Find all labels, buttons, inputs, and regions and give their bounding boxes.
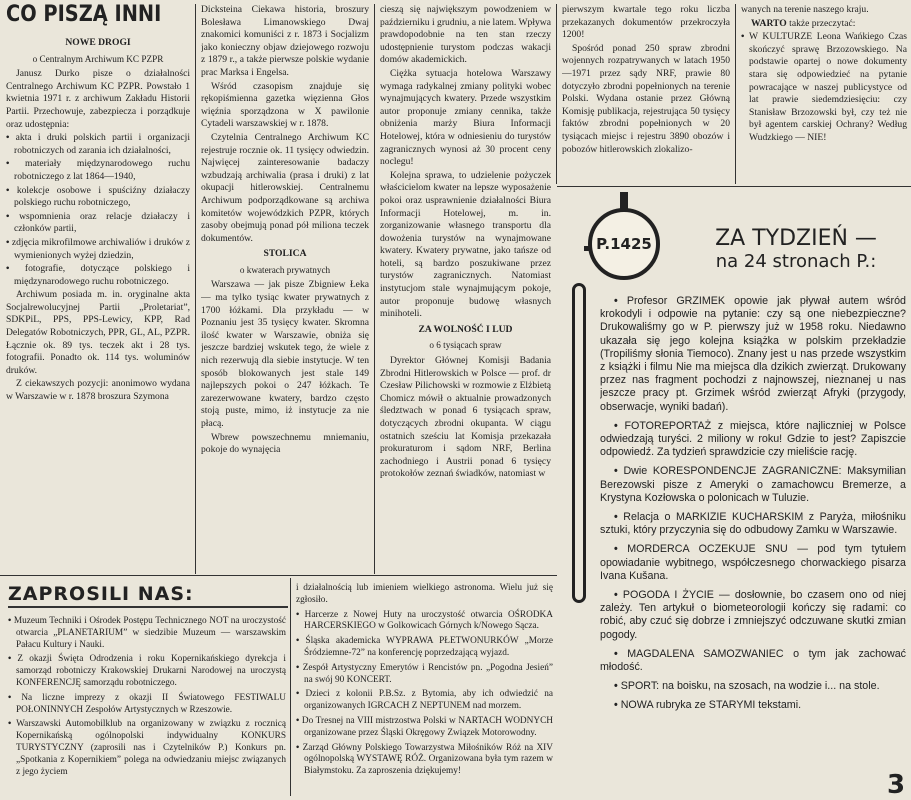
column-rule	[556, 4, 557, 184]
list-item: • Relacja o MARKIZIE KUCHARSKIM z Paryża, miłośniku sztuki, który przyczynia się do odbudowy Zamku w Warszawie.	[600, 511, 906, 537]
warto-text: także przeczytać:	[786, 17, 856, 29]
article-paragraph: Wśród czasopism znajduje się rękopiśmienna gazetka więzienna Głos więźnia sporządzona w X pawilonie Cytadeli warszawskiej w r. 1878.	[201, 80, 369, 130]
list-item: • kolekcje osobowe i spuściźny działaczy polskiego ruchu robotniczego,	[6, 185, 190, 210]
zaprosili-list-right	[296, 583, 553, 797]
list-item: • MORDERCA OCZEKUJE SNU — pod tym tytułem opowiadanie wybitnego, współczesnego chorwackiego pisarza Ivana Kušana.	[600, 543, 906, 583]
zaprosili-heading: ZAPROSILI NAS:	[8, 583, 194, 605]
warto-label: WARTO	[751, 17, 787, 29]
article-paragraph: Wbrew powszechnemu mniemaniu, pokoje do wynajęcia	[201, 431, 369, 456]
list-item: • SPORT: na boisku, na szosach, na wodzie i... na stole.	[600, 680, 906, 693]
list-item: • Muzeum Techniki i Ośrodek Postępu Technicznego NOT na uroczystość otwarcia „PLANETARIUM” w siedzibie Muzeum — warszawskim Pałacu Kultury i Nauki.	[8, 616, 286, 651]
list-item: • FOTOREPORTAŻ z miejsca, które najliczniej w Polsce odwiedzają turyści. 2 miliony w roku! Gdzie to jest? Zapiszcie odpowiedź. Za tydzień sprawdzicie czy mieliście rację.	[600, 420, 906, 460]
list-item: • akta i druki polskich partii i organizacji robotniczych od zarania ich działalności,	[6, 132, 190, 157]
article-heading: NOWE DROGI	[65, 37, 131, 48]
list-item: • Warszawski Automobilklub na organizowany w związku z rocznicą Kopernikańską ogólnopolski indywidualny KONKURS TURYSTYCZNY (zaprosili nas i Czytelników P.) Konkurs pn. „Spotkania z Kopernikiem” polega na odwiedzaniu miejsc związanych z jego życiem	[8, 719, 286, 778]
horizontal-rule	[0, 575, 557, 576]
article-subheading: o Centralnym Archiwum KC PZPR	[32, 53, 164, 64]
article-paragraph: Kolejna sprawa, to udzielenie pożyczek właścicielom kwater na lepsze wyposażenie pokoi oraz usprawnienie działalności Biura Informacji Hotelowej, m. in. zorganizowanie własnego transportu dla dowożenia turystów na wynajmowane kwatery. Kwatery prywatne, jako tańsze od hoteli, są bardzo poszukiwane przez turystów zagranicznych. Natomiast instytucjom stale wynajmującym pokoje, autor proponuje budowę własnych minihoteli.	[380, 169, 551, 320]
article-heading: ZA WOLNOŚĆ I LUD	[418, 323, 513, 335]
list-item: • materiały międzynarodowego ruchu robotniczego z lat 1864—1940,	[6, 158, 190, 183]
article-stolica	[201, 4, 369, 574]
list-item: • Z okazji Święta Odrodzenia i roku Kopernikańskiego dyrekcja i samorząd robotniczy Krakowskiej Drukarni Narodowej na uroczystą KONFERENCJĘ samorządu robotniczego.	[8, 654, 286, 689]
list-item: • Zarząd Główny Polskiego Towarzystwa Miłośników Róż na XIV ogólnopolską WYSTAWĘ RÓŻ. Organizowana była tym razem w Białymstoku. Za zaproszenia dziękujemy!	[296, 743, 553, 778]
horizontal-rule	[557, 186, 911, 187]
article-warto	[741, 4, 907, 184]
list-item: • Profesor GRZIMEK opowie jak pływał autem wśród krokodyli i odpowie na pytanie: czy są one niebezpieczne? Drukowaliśmy go w P. pierwszy już w 1958 roku. Niedawno ukazała się jego kolejna książka w polskim przekładzie (Tropiliśmy słonia Tiemoco). Znany jest u nas przede wszystkim z książki i filmu Nie ma miejsca dla dzikich zwierząt. Drukowany przez nas fragment pochodzi z najnowszej, nieznanej u nas jeszcze pracy pt. Grzimek wśród zwierząt Afryki (przygody, obserwacje, wyniki badań).	[600, 295, 906, 414]
list-item: • Do Tresnej na VIII mistrzostwa Polski w NARTACH WODNYCH organizowane przez Śląski Okręgowy Związek Motorowodny.	[296, 716, 553, 740]
list-item: • Dzieci z kolonii P.B.Sz. z Bytomia, aby ich odwiedzić na organizowanych IGRCACH Z NEPTUNEM nad morzem.	[296, 689, 553, 713]
column-rule	[735, 4, 736, 184]
list-item: • Zespół Artystyczny Emerytów i Rencistów pn. „Pogodna Jesień” na swój 90 KONCERT.	[296, 663, 553, 687]
article-paragraph: pierwszym kwartale tego roku liczba przekazanych dokumentów przekroczyła 1200!	[562, 4, 730, 41]
article-paragraph: Z ciekawszych pozycji: anonimowo wydana w Warszawie w r. 1878 broszura Szymona	[6, 378, 190, 403]
article-paragraph	[741, 18, 907, 31]
article-heading: STOLICA	[263, 248, 307, 260]
article-paragraph: Janusz Durko pisze o działalności Centralnego Archiwum KC PZPR. Powstało 1 kwietnia 1971 r. z archiwum Zakładu Historii Partii. Przechowuje, zabezpiecza i porządkuje oraz udostępnia:	[6, 68, 190, 130]
article-paragraph: cieszą się największym powodzeniem w październiku i grudniu, a nie latem. Wpływa prawdopodobnie na ten stan rzeczy udostępnienie turystom podczas wakacji domów akademickich.	[380, 4, 551, 66]
list-item: • W KULTURZE Leona Wańkiego Czas skończyć sprawę Brzozowskiego. Na podstawie opartej o nowe dokumenty stara się odpowiedzieć na pytanie powracające w naszej publicystyce od lat prawie siedemdziesięciu: czy Stanisław Brzozowski był, czy też nie był agentem carskiej Ochrany? Według Wudzkiego — NIE!	[741, 31, 907, 144]
article-continuation	[562, 4, 730, 184]
heading-underline	[8, 606, 288, 608]
article-subheading: o kwaterach prywatnych	[239, 264, 331, 275]
article-paragraph: Warszawa — jak pisze Zbigniew Łeka — ma tylko tysiąc kwater prywatnych z 1700 łóżkami. Dla przykładu — w Poznaniu jest 35 tysięcy kwater. Skromna ilość kwater w Warszawie, obniża się jeszcze bardziej wskutek tego, że wiele z nich rezerwują dla siebie instytucje. W ten sposób blokowanych jest stale 149 najlepszych pokoi o 247 łóżkach. Te zarezerwowane kwatery, bardzo często stoją puste, mimo, iż instytucje za nie płacą.	[201, 279, 369, 429]
list-item: • zdjęcia mikrofilmowe archiwaliów i druków z wymienionych wyżej dziedzin,	[6, 237, 190, 262]
column-rule	[195, 4, 196, 574]
issue-number-badge	[588, 208, 660, 280]
article-paragraph: Ciężka sytuacja hotelowa Warszawy wymaga radykalnej zmiany polityki wobec wynajmujących kwatery. Przede wszystkim autor proponuje zmiany cennika, także obniżenia marży Biura Informacji Hotelowej, która w odniesieniu do turystów zagranicznych wynosi aż 30 procent ceny noclegu!	[380, 67, 551, 168]
article-paragraph: wanych na terenie naszego kraju.	[741, 4, 869, 15]
page-number: 3	[887, 770, 906, 800]
list-item: • Śląska akademicka WYPRAWA PŁETWONURKÓW „Morze Śródziemne-72” na konferencję poprzedzającą wyjazd.	[296, 636, 553, 660]
article-nowe-drogi	[6, 34, 190, 574]
list-item: i działalnością lub imieniem wielkiego astronoma. Wielu już się zgłosiło.	[296, 583, 553, 605]
column-rule	[374, 4, 375, 574]
list-item: • fotografie, dotyczące polskiego i międzynarodowego ruchu robotniczego.	[6, 263, 190, 288]
list-item: • Dwie KORESPONDENCJE ZAGRANICZNE: Maksymilian Berezowski pisze z Ameryki o zamachowcu Bremerze, a Krystyna Kozłowska o polonicach w Tuluzie.	[600, 465, 906, 505]
list-item: • Na liczne imprezy z okazji II Światowego FESTIWALU POŁONINNYCH Zespołów Artystycznych w Rzeszowie.	[8, 693, 286, 717]
za-tydzien-subtitle: na 24 stronach P.:	[715, 251, 877, 272]
article-paragraph: Dyrektor Głównej Komisji Badania Zbrodni Hitlerowskich w Polsce — prof. dr Czesław Pilichowski w rozmowie z Elżbietą Chomicz mówił o aktualnie prowadzonych śledztwach w ponad 6 tysiącach spraw, dotyczących zbrodni okupanta. W ciągu ostatnich sześciu lat Komisja przekazała prokuraturom i sądom NRF, Berlina zachodniego i Austrii ponad 6 tysięcy protokołów zeznań świadków, natomiast w	[380, 355, 551, 480]
list-item: • MAGDALENA SAMOZWANIEC o tym jak zachować młodość.	[600, 648, 906, 674]
issue-number: P.1425	[596, 235, 652, 253]
list-item: • Harcerze z Nowej Huty na uroczystość otwarcia OŚRODKA HARCERSKIEGO w Golkowicach Górnych k/Nowego Sącza.	[296, 610, 553, 634]
article-paragraph: Czytelnia Centralnego Archiwum KC rejestruje rocznie ok. 11 tysięcy odwiedzin. Najwięcej zainteresowanie badaczy wzbudzają archiwalia (prasa i druki) z lat okupacji hitlerowskiej. Centralnemu Archiwum podporządkowane są archiwa komitetów wojewódzkich PZPR, których zasoby obejmują ponad pół miliona teczek dokumentów.	[201, 131, 369, 244]
za-tydzien-list	[600, 295, 906, 785]
article-subheading: o 6 tysiącach spraw	[429, 340, 502, 351]
list-item: • NOWA rubryka ze STARYMI tekstami.	[600, 699, 906, 712]
list-item: • POGODA I ŻYCIE — dosłownie, bo czasem ono od niej zależy. Ten artykuł o biometeorologii kończy się radami: co robić, aby czuć się dobrze i zmniejszyć odczuwane skutki zmian pogody.	[600, 589, 906, 642]
za-tydzien-title: ZA TYDZIEŃ —	[715, 226, 877, 251]
article-paragraph: Dicksteina Ciekawa historia, broszury Bolesława Limanowskiego Dwaj znakomici komuniści z r. 1873 i Socjalizm jako konieczny objaw dziejowego rozwoju z 1879 r., a także pierwsze polskie wydanie prac Marksa i Engelsa.	[201, 4, 369, 78]
section-title: CO PISZĄ INNI	[6, 2, 162, 27]
vertical-pill-track	[572, 283, 586, 603]
article-za-wolnosc	[380, 4, 551, 574]
list-item: • wspomnienia oraz relacje działaczy i członków partii,	[6, 211, 190, 236]
column-rule	[290, 578, 291, 796]
article-paragraph: Spośród ponad 250 spraw zbrodni wojennych rozpatrywanych w latach 1950—1971 przez sądy NRF, prawie 80 dotyczyło zbrodni popełnionych na terenie Polski. Wydana ostanie przez Główną Komisję publikacja, rejestrująca 50 tysięcy faktów zbrodni popełnionych w 20 tysiącach miejsc i rejestru 3890 obozów i pobozów hitlerowskich zlokalizo-	[562, 42, 730, 155]
zaprosili-list-left	[8, 616, 286, 796]
article-paragraph: Archiwum posiada m. in. oryginalne akta Socjalrewolucyjnej Partii „Proletariat”, SDKPiL, PPS, PPS-Lewicy, KPP, Rad Delegatów Robotniczych, PPR, GL, AL, PZPR. Łącznie ok. 89 tys. teczek akt i 28 tys. fotografii. Ponadto ok. 114 tys. woluminów druków.	[6, 289, 190, 376]
